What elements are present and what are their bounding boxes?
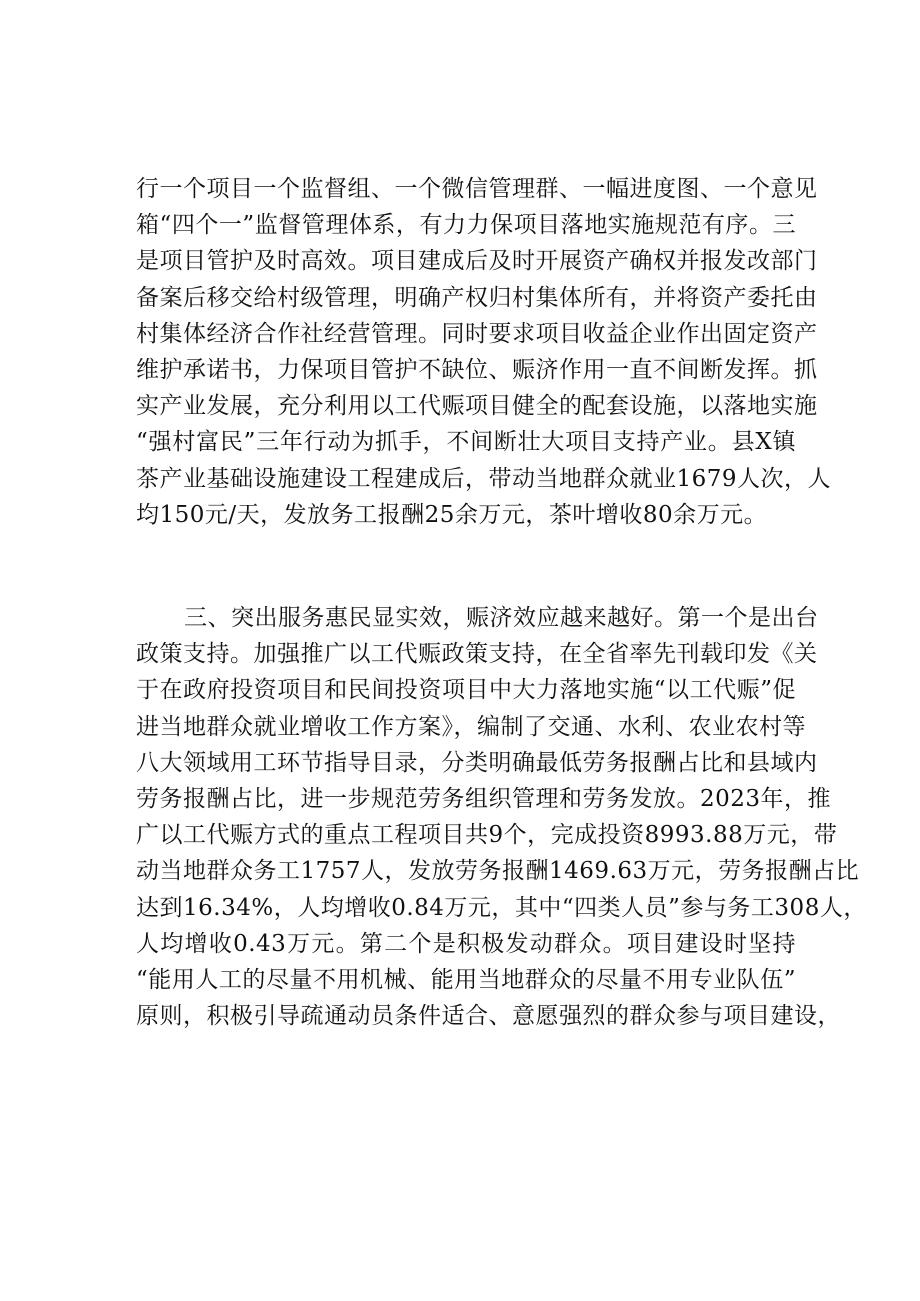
text-line-first: 三、突出服务惠民显实效，赈济效应越来越好。第一个是出台 xyxy=(184,605,819,631)
paragraph-service-benefits xyxy=(136,600,867,1034)
text-line: 行一个项目一个监督组、一个微信管理群、一幅进度图、一个意见 xyxy=(136,176,818,202)
text-line: 备案后移交给村级管理，明确产权归村集体所有，并将资产委托由 xyxy=(136,284,818,311)
text-line: 实产业发展，充分利用以工代赈项目健全的配套设施，以落地实施 xyxy=(136,393,818,420)
text-line: 劳务报酬占比，进一步规范劳务组织管理和劳务发放。2023年，推 xyxy=(136,786,832,813)
text-line: “强村富民”三年行动为抓手，不间断壮大项目支持产业。县X镇 xyxy=(136,429,796,456)
text-line: “能用人工的尽量不用机械、能用当地群众的尽量不用专业队伍” xyxy=(136,967,796,994)
text-line: 广以工代赈方式的重点工程项目共9个，完成投资8993.88万元，带 xyxy=(136,822,838,849)
text-line: 进当地群众就业增收工作方案》，编制了交通、水利、农业农村等 xyxy=(136,713,806,740)
text-line: 人均增收0.43万元。第二个是积极发动群众。项目建设时坚持 xyxy=(136,930,796,957)
text-line: 于在政府投资项目和民间投资项目中大力落地实施“以工代赈”促 xyxy=(136,677,796,704)
text-line: 均150元/天，发放务工报酬25余万元，茶叶增收80余万元。 xyxy=(136,501,768,528)
text-line: 八大领域用工环节指导目录，分类明确最低劳务报酬占比和县域内 xyxy=(136,749,818,776)
text-line: 是项目管护及时高效。项目建成后及时开展资产确权并报发改部门 xyxy=(136,248,818,275)
text-line: 动当地群众务工1757人，发放劳务报酬1469.63万元，劳务报酬占比 xyxy=(136,858,860,885)
text-line: 政策支持。加强推广以工代赈政策支持，在全省率先刊载印发《关 xyxy=(136,641,818,668)
paragraph-project-management xyxy=(136,171,832,533)
text-line: 维护承诺书，力保项目管护不缺位、赈济作用一直不间断发挥。抓 xyxy=(136,357,818,384)
text-line: 达到16.34%，人均增收0.84万元，其中“四类人员”参与务工308人， xyxy=(136,894,867,921)
text-line: 原则，积极引导疏通动员条件适合、意愿强烈的群众参与项目建设， xyxy=(136,1003,841,1030)
text-line: 茶产业基础设施建设工程建成后，带动当地群众就业1679人次，人 xyxy=(136,465,832,492)
text-line: 村集体经济合作社经营管理。同时要求项目收益企业作出固定资产 xyxy=(136,320,818,347)
text-line: 箱“四个一”监督管理体系，有力力保项目落地实施规范有序。三 xyxy=(136,212,796,239)
